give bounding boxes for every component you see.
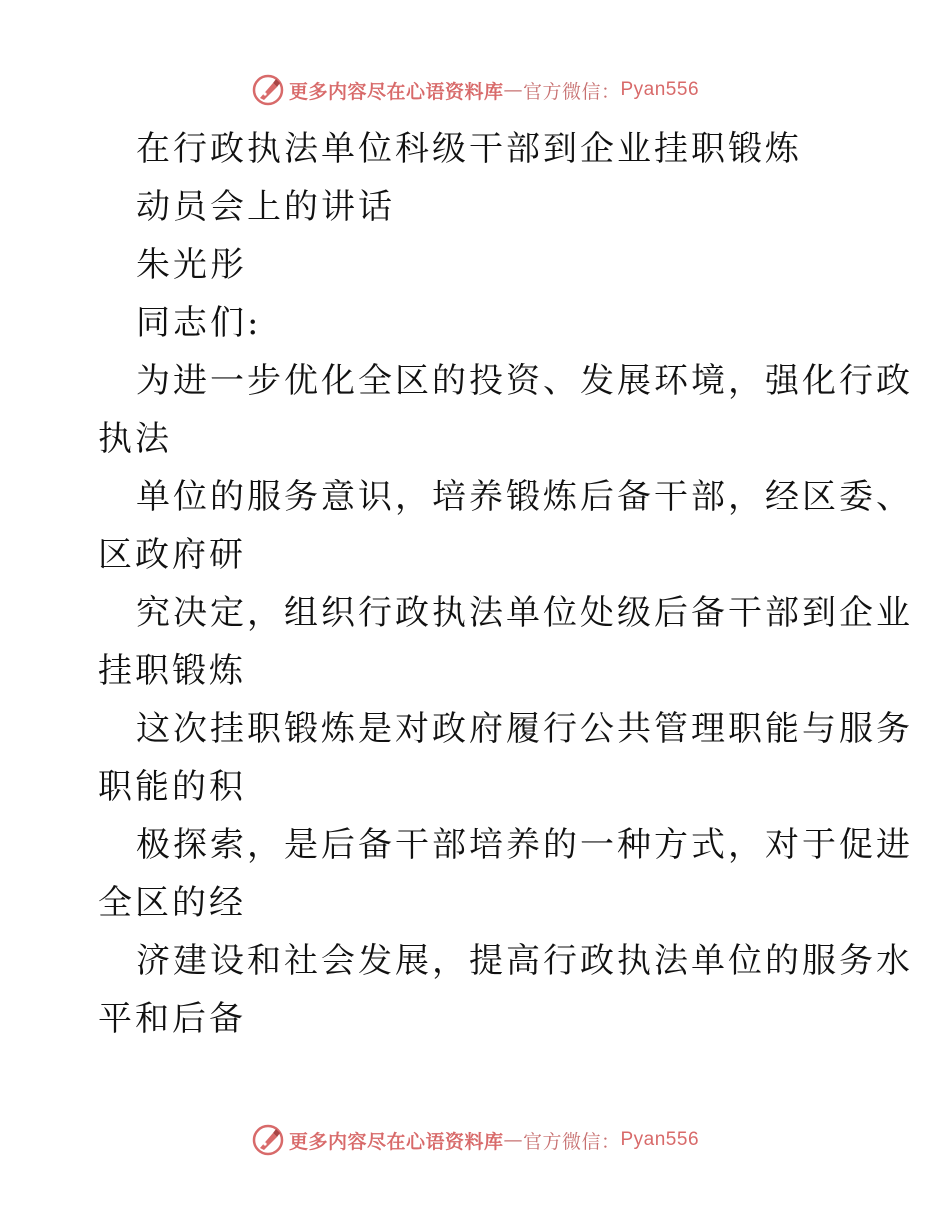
doc-paragraph-line: 这次挂职锻炼是对政府履行公共管理职能与服务 [136, 709, 913, 749]
doc-paragraph-line: 为进一步优化全区的投资、发展环境，强化行政 [136, 361, 913, 401]
watermark-dash: — [503, 1129, 523, 1151]
doc-paragraph-line: 执法 [98, 419, 172, 459]
watermark-wechat-label: 官方微信： [522, 80, 621, 103]
doc-title-line-1: 在行政执法单位科级干部到企业挂职锻炼 [136, 129, 802, 169]
doc-title-line-2: 动员会上的讲话 [136, 187, 395, 227]
doc-author: 朱光彤 [136, 245, 247, 285]
document-body [98, 120, 913, 1048]
watermark-wechat-id: Pyan556 [620, 79, 700, 100]
watermark-wechat-id: Pyan556 [620, 1129, 700, 1150]
doc-paragraph-line: 区政府研 [98, 535, 246, 575]
doc-paragraph-line: 济建设和社会发展，提高行政执法单位的服务水 [136, 941, 913, 981]
doc-paragraph-line: 职能的积 [98, 767, 246, 807]
doc-paragraph-line: 单位的服务意识，培养锻炼后备干部，经区委、 [136, 477, 913, 517]
doc-paragraph-line: 挂职锻炼 [98, 651, 246, 691]
doc-paragraph-line: 极探索，是后备干部培养的一种方式，对于促进 [136, 825, 913, 865]
watermark-dash: — [503, 79, 523, 101]
doc-paragraph-line: 平和后备 [98, 999, 246, 1039]
watermark-site-name: 更多内容尽在心语资料库 [288, 80, 504, 103]
watermark-wechat-label: 官方微信： [522, 1130, 621, 1153]
watermark-site-name: 更多内容尽在心语资料库 [288, 1130, 504, 1153]
pen-logo-icon [251, 1123, 285, 1157]
header-watermark [0, 72, 950, 108]
pen-logo-icon [251, 73, 285, 107]
doc-paragraph-line: 究决定，组织行政执法单位处级后备干部到企业 [136, 593, 913, 633]
doc-salutation: 同志们: [136, 303, 262, 343]
footer-watermark [0, 1122, 950, 1158]
doc-paragraph-line: 全区的经 [98, 883, 246, 923]
